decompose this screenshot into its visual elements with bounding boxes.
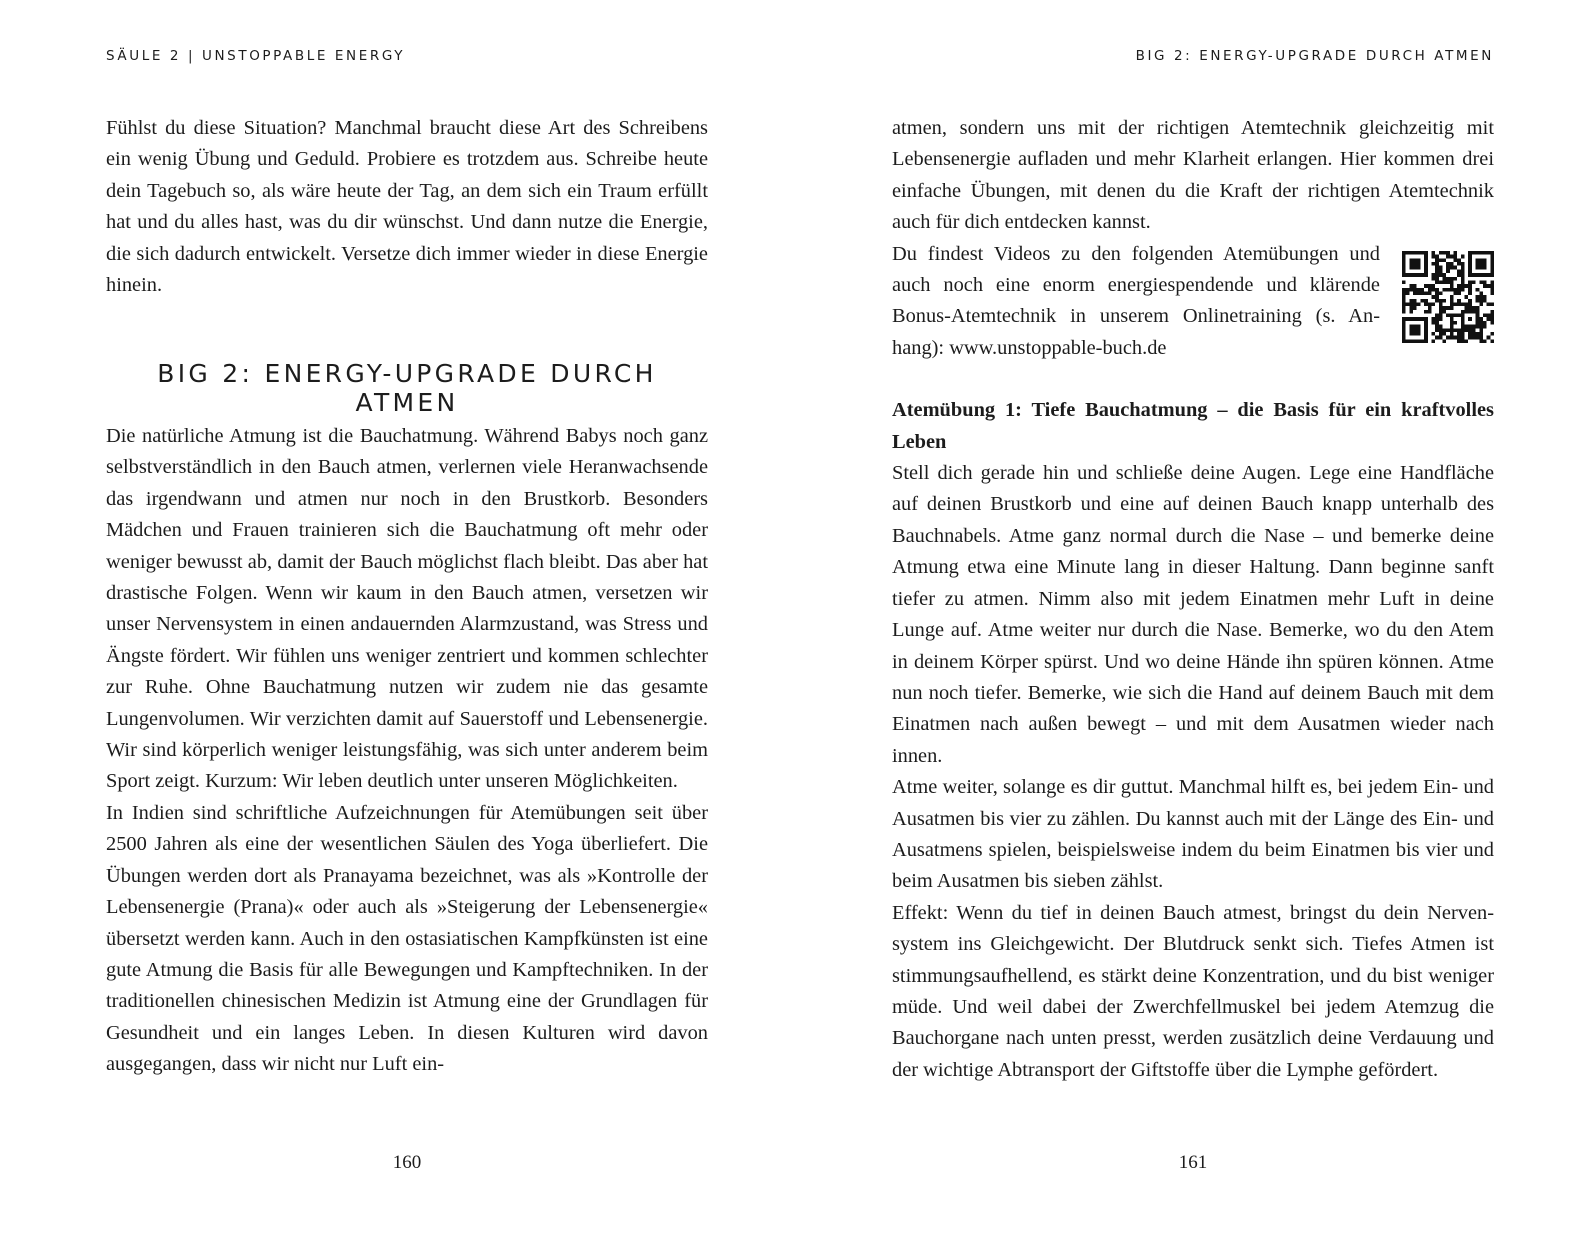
- exercise-heading: Atemübung 1: Tiefe Bauchatmung – die Basis für ein kraftvolles Leben: [892, 399, 1494, 453]
- section-heading: BIG 2: ENERGY-UPGRADE DURCH ATMEN: [157, 359, 657, 417]
- right-body-text-block: [892, 113, 1494, 1086]
- intro-paragraph: Fühlst du diese Situation? Manchmal braucht diese Art des Schreibens ein wenig Übung und Geduld. Probiere es trotzdem aus. Schreibe heute dein Tagebuch so, als wäre heute der Tag, an dem sich ein Traum erfüllt hat und du alles hast, was du dir wünschst. Und dann nutze die Energie, die sich dadurch entwickelt. Versetze dich immer wieder in diese Energie hinein.: [106, 117, 708, 297]
- page-number-left: 160: [392, 1152, 422, 1173]
- running-head-left: SÄULE 2 | UNSTOPPABLE ENERGY: [106, 48, 406, 64]
- qr-code-icon[interactable]: [1402, 251, 1494, 343]
- left-page: [106, 0, 708, 1240]
- intro-text-block: [106, 113, 708, 301]
- effect-paragraph: Effekt: Wenn du tief in deinen Bauch atmest, bringst du dein Nervensystem ins Gleichgewicht. Der Blutdruck senkt sich. Tiefes Atmen ist stimmungsaufhellend, es stärkt deine Konzentration, und du bist weniger müde. Und weil dabei der Zwerchfellmuskel bei jedem Atemzug die Bauchorgane nach unten presst, werden zusätzlich deine Verdauung und der wichtige Abtransport der Giftstoffe über die Lymphe gefördert.: [892, 901, 1494, 1081]
- running-head-right: BIG 2: ENERGY-UPGRADE DURCH ATMEN: [1135, 48, 1494, 64]
- paragraph-natural-breathing: Die natürliche Atmung ist die Bauchatmung. Während Babys noch ganz selbstverständlich in den Bauch atmen, verlernen viele Heranwachsende das irgendwann und atmen nur noch in den Brustkorb. Besonders Mädchen und Frauen trainieren sich die Bauchatmung oft mehr oder weniger bewusst ab, damit der Bauch möglichst flach bleibt. Das aber hat drastische Folgen. Wenn wir kaum in den Bauch atmen, versetzen wir unser Nervensystem in einen andauernden Alarmzustand, was Stress und Ängste fördert. Wir fühlen uns weniger zentriert und kommen schlechter zur Ruhe. Ohne Bauchatmung nutzen wir zudem nie das gesamte Lungenvolumen. Wir verzichten damit auf Sauerstoff und Lebensenergie. Wir sind körperlich weniger leistungsfähig, was sich unter anderem beim Sport zeigt. Kurzum: Wir leben deutlich unter unseren Möglichkeiten.: [106, 425, 708, 793]
- page-number-right: 161: [1178, 1152, 1208, 1173]
- paragraph-continued: atmen, sondern uns mit der richtigen Atemtechnik gleichzeitig mit Lebensenergie aufladen und mehr Klarheit erlangen. Hier kommen drei einfache Übungen, mit denen du die Kraft der richtigen Atemtechnik auch für dich entdecken kannst.: [892, 117, 1494, 234]
- left-body-text-block: [106, 421, 708, 1081]
- right-page: [892, 0, 1494, 1240]
- paragraph-india-yoga: In Indien sind schriftliche Aufzeichnungen für Atemübungen seit über 2500 Jahren als eine der wesentlichen Säulen des Yoga überliefert. Die Übungen werden dort als Pranayama bezeichnet, was als »Kontrolle der Lebensenergie (Prana)« oder auch als »Steigerung der Lebensenergie« übersetzt werden kann. Auch in den ostasiatischen Kampfkünsten ist eine gute Atmung die Basis für alle Bewegungen und Kampftechniken. In der traditionellen chinesischen Medizin ist Atmung eine der Grundlagen für Gesundheit und ein langes Leben. In diesen Kulturen wird davon ausgegangen, dass wir nicht nur Luft ein-: [106, 801, 708, 1076]
- exercise-paragraph-2: Atme weiter, solange es dir guttut. Manchmal hilft es, bei jedem Ein- und Ausatmen bis vier zu zählen. Du kannst auch mit der Länge des Ein- und Ausatmens spielen, beispielsweise indem du beim Einatmen bis vier und beim Ausatmen bis sieben zählst.: [892, 776, 1494, 893]
- exercise-paragraph-1: Stell dich gerade hin und schließe deine Augen. Lege eine Handfläche auf deinen Brustkorb und eine auf deinen Bauch knapp unterhalb des Bauchnabels. Atme ganz normal durch die Nase – und bemerke deine Atmung etwa eine Minute lang in dieser Haltung. Dann beginne sanft tiefer zu atmen. Nimm also mit jedem Einatmen mehr Luft in deine Lunge auf. Atme weiter nur durch die Nase. Bemerke, wo du den Atem in deinem Körper spürst. Und wo deine Hände ihn spüren können. Atme nun noch tiefer. Bemerke, wie sich die Hand auf deinem Bauch mit dem Einatmen nach außen bewegt – und mit dem Ausatmen wieder nach innen.: [892, 462, 1494, 767]
- videos-paragraph: Du findest Videos zu den folgenden Atemübungen und auch noch eine enorm energiespendende und klärende Bonus-Atemtechnik in unserem Onlinetraining (s. Anhang): www.unstoppable-buch.de: [892, 242, 1380, 359]
- spacer: [892, 364, 1494, 395]
